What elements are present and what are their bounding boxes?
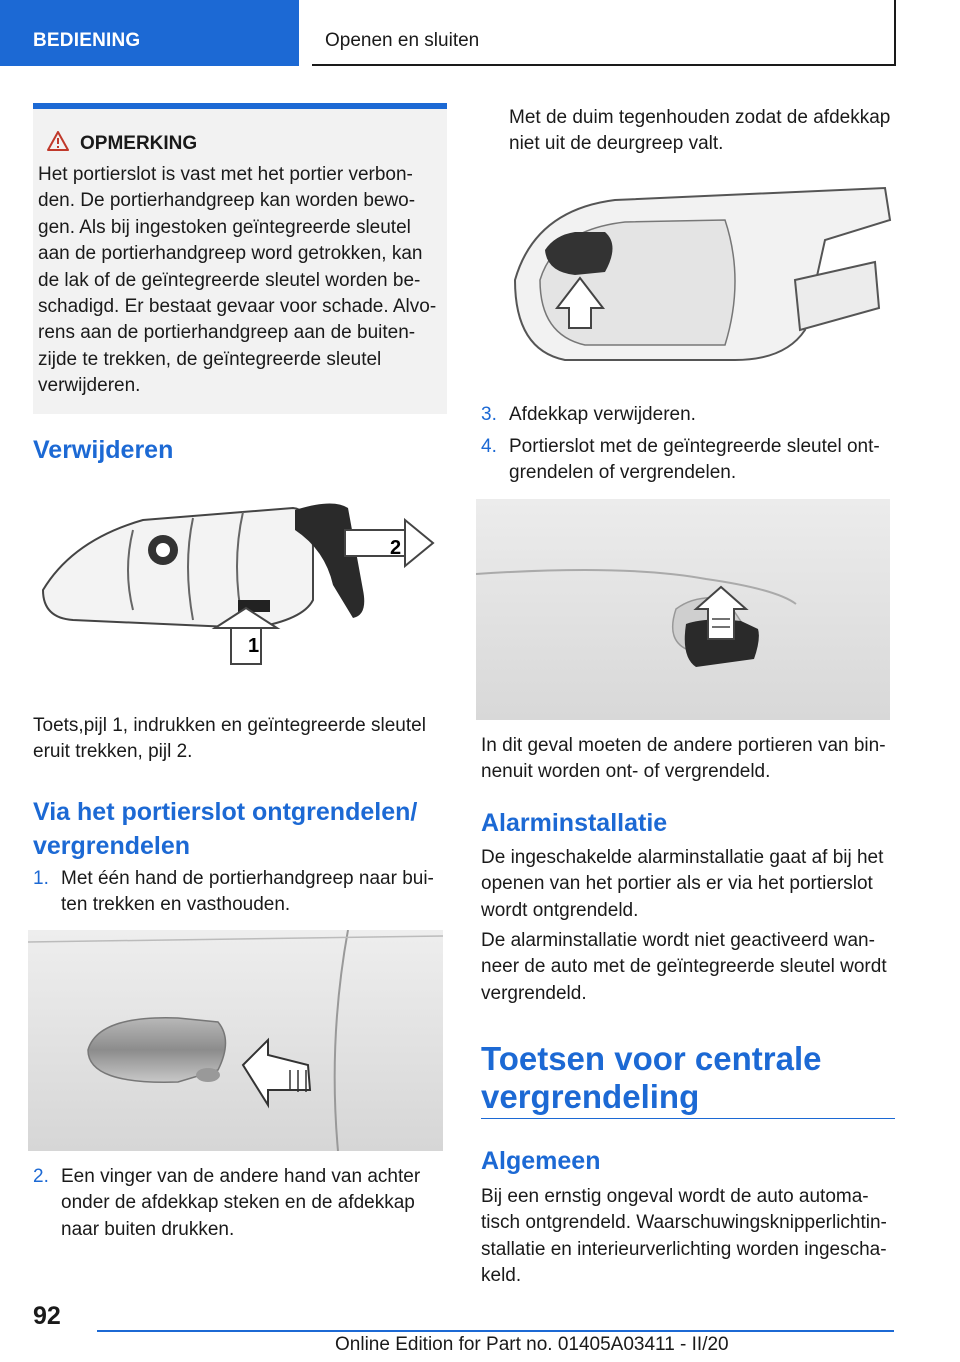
door-handle-photo	[28, 930, 443, 1151]
step-1: 1. Met één hand de portierhandgreep naar bui- ten trekken en vasthouden.	[33, 868, 434, 916]
step-number: 3.	[481, 404, 497, 425]
key-removal-illustration	[33, 490, 447, 680]
note-heading: OPMERKING	[80, 133, 198, 154]
alarm-paragraph-2: De alarminstallatie wordt niet geactiveerd wan- neer de auto met de geïntegreerde sleutel wordt vergrendeld.	[481, 930, 887, 1004]
step-number: 4.	[481, 436, 497, 457]
verwijderen-caption: Toets,pijl 1, indrukken en geïntegreerde sleutel eruit trekken, pijl 2.	[33, 715, 426, 763]
step-number: 2.	[33, 1166, 49, 1187]
section-heading-alarm: Alarminstallatie	[481, 809, 668, 837]
subheading-algemeen: Algemeen	[481, 1147, 601, 1175]
alarm-paragraph-1: De ingeschakelde alarminstallatie gaat af bij het openen van het portier als er via het portierslot wordt ontgrendeld.	[481, 847, 884, 921]
algemeen-paragraph: Bij een ernstig ongeval wordt de auto automa- tisch ontgrendeld. Waarschuwingsknipperlichtin- stallatie en interieurverlichting worden ingescha- keld.	[481, 1186, 887, 1287]
step-3: 3. Afdekkap verwijderen.	[481, 402, 901, 428]
chapter-title: Openen en sluiten	[325, 30, 480, 51]
section-heading-verwijderen: Verwijderen	[33, 436, 174, 464]
footer-edition: Online Edition for Part no. 01405A03411 - II/20	[335, 1334, 729, 1355]
page-number: 92	[33, 1302, 61, 1330]
note-body: Het portierslot is vast met het portier verbon- den. De portierhandgreep kan worden bewo- gen. Als bij ingestoken geïntegreerde sleutel aan de portierhandgreep word getrokken, kan de lak of de geïntegreerde sleutel worden be- schadigd. Er bestaat gevaar voor schade. Alvo- rens aan de portierhandgreep aan de buiten- zijde te trekken, de geïntegreerde sleutel verwijderen.	[38, 164, 437, 397]
footer-rule	[97, 1330, 894, 1332]
cover-removal-illustration	[495, 180, 895, 370]
after-steps-text: In dit geval moeten de andere portieren van bin- nenuit worden ont- of vergrendeld.	[481, 735, 886, 783]
heading-rule	[481, 1118, 895, 1119]
step-2: 2. Een vinger van de andere hand van achter onder de afdekkap steken en de afdekkap naar buiten drukken.	[33, 1166, 421, 1240]
door-lock-key-photo	[476, 499, 890, 720]
step-2-continued: Met de duim tegenhouden zodat de afdekkap niet uit de deurgreep valt.	[509, 107, 891, 155]
chapter-header	[312, 0, 896, 66]
warning-triangle-icon	[47, 131, 69, 151]
section-tab	[0, 0, 299, 66]
callout-1: 1	[248, 635, 260, 657]
chapter-heading-toetsen: Toetsen voor centrale vergrendeling	[481, 1040, 822, 1115]
callout-2: 2	[390, 537, 402, 559]
step-number: 1.	[33, 868, 49, 889]
section-label: BEDIENING	[33, 30, 141, 51]
section-heading-portierslot: Via het portierslot ontgrendelen/ vergrendelen	[33, 798, 418, 860]
step-4: 4. Portierslot met de geïntegreerde sleutel ont- grendelen of vergrendelen.	[481, 436, 880, 484]
